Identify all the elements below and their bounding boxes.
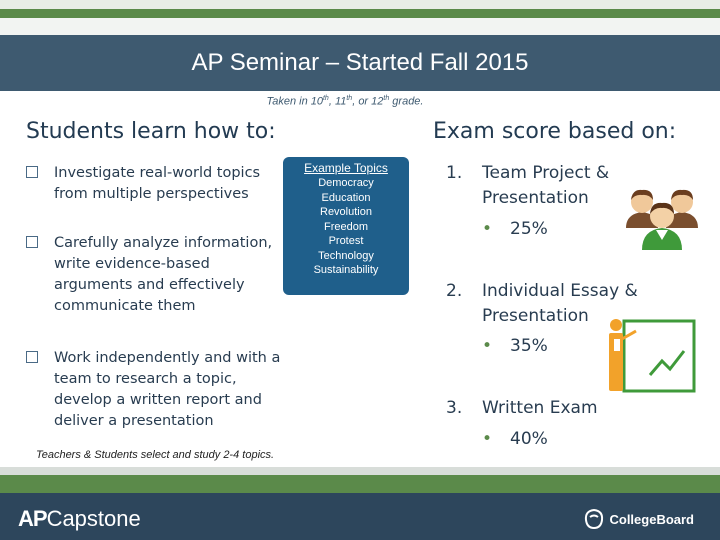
subtitle-sup: th [383, 95, 390, 102]
skill-item [26, 233, 284, 317]
topic-item: Freedom [323, 220, 369, 233]
title-bar [0, 35, 720, 91]
example-topics-box [283, 157, 409, 295]
footer-green-band [0, 475, 720, 493]
score-percent: 40% [510, 429, 548, 449]
example-topics-title: Example Topics [304, 161, 388, 175]
top-stripe [0, 0, 720, 9]
footer-gray-band [0, 467, 720, 475]
checkbox-bullet-icon [26, 236, 38, 248]
checkbox-bullet-icon [26, 166, 38, 178]
score-percent: 35% [510, 336, 548, 356]
score-percent-row [482, 334, 548, 359]
subtitle-part: Taken in 10 [266, 95, 323, 108]
subtitle-part: , or 12 [352, 95, 384, 108]
footer-bar [0, 493, 720, 540]
score-label: Individual Essay & Presentation [482, 281, 638, 326]
subtitle-part: , 11 [328, 95, 347, 108]
score-percent-row [482, 427, 548, 452]
score-label: Team Project & Presentation [482, 163, 610, 208]
topic-item: Democracy [318, 177, 374, 189]
people-group-icon [622, 184, 702, 252]
topic-item: Protest [328, 235, 364, 247]
top-gap-band [0, 18, 720, 35]
bullet-dot: • [482, 336, 493, 356]
slide-content [0, 91, 720, 467]
subtitle-sup: th [322, 95, 329, 102]
score-percent-row [482, 217, 548, 242]
top-green-band [0, 9, 720, 18]
slide-subtitle [0, 95, 690, 108]
skill-text: Investigate real-world topics from multiple perspectives [54, 165, 261, 202]
exam-heading: Exam score based on: [433, 119, 677, 144]
acorn-icon [583, 508, 605, 530]
exam-score-item [446, 161, 626, 241]
skill-text: Carefully analyze information, write evidence-based arguments and effectively communicate them [54, 235, 273, 314]
bullet-dot: • [482, 219, 493, 239]
score-number: 2. [446, 281, 463, 301]
teachers-note: Teachers & Students select and study 2-4 topics. [36, 449, 275, 461]
skill-item [26, 348, 294, 432]
topic-item: Technology [318, 249, 374, 262]
ap-capstone-logo [18, 506, 141, 532]
checkbox-bullet-icon [26, 351, 38, 363]
slide-title: AP Seminar – Started Fall 2015 [191, 49, 529, 76]
skill-item [26, 163, 276, 205]
score-number: 1. [446, 163, 463, 183]
skill-text: Work independently and with a team to research a topic, develop a written report and deliver a presentation [54, 350, 281, 429]
subtitle-part: grade. [389, 95, 424, 108]
bullet-dot: • [482, 429, 493, 449]
ap-logo-rest: Capstone [46, 506, 141, 531]
exam-score-item [446, 396, 646, 456]
topic-item: Revolution [320, 206, 372, 218]
score-label: Written Exam [482, 398, 598, 418]
subtitle-sup: th [346, 95, 353, 102]
teacher-presentation-icon [606, 317, 696, 395]
college-board-logo [583, 508, 694, 530]
skills-heading: Students learn how to: [26, 119, 276, 144]
score-number: 3. [446, 398, 463, 418]
score-percent: 25% [510, 219, 548, 239]
ap-logo-bold: AP [18, 506, 47, 531]
college-board-text: CollegeBoard [609, 511, 694, 527]
topic-item: Sustainability [313, 264, 379, 276]
topic-item: Education [321, 191, 371, 204]
